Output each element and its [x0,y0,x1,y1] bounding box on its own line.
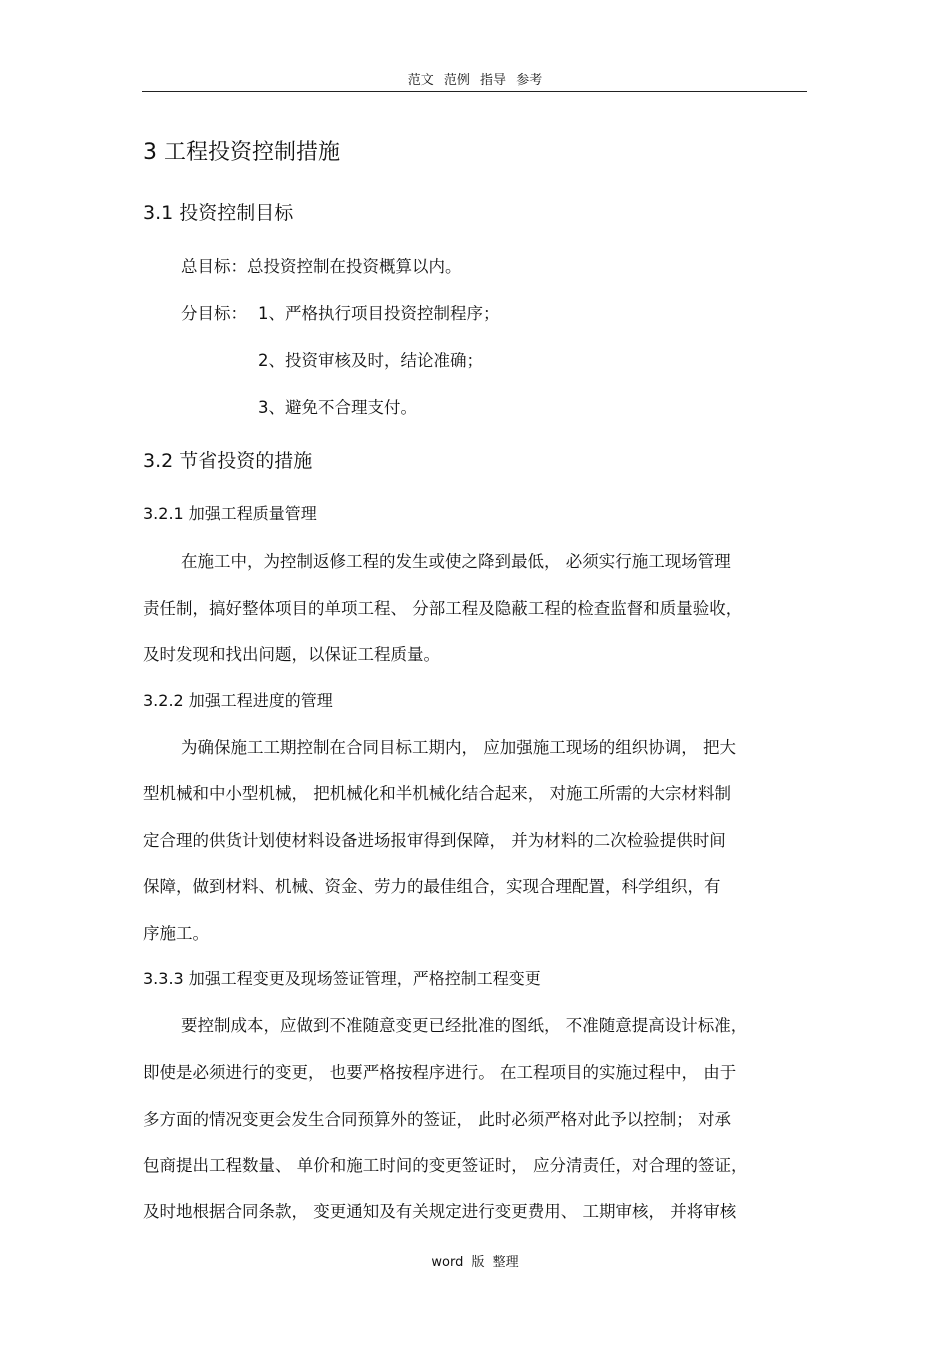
header-divider [142,91,807,92]
sub-goal-item: 3、避免不合理支付。 [258,398,417,417]
page-header: 范文 范例 指导 参考 [407,73,543,88]
section-3-title: 3 工程投资控制措施 [143,140,340,165]
sub-goal-prefix: 分目标： [181,304,247,323]
paragraph-line: 包商提出工程数量、 单价和施工时间的变更签证时， 应分清责任，对合理的签证， [143,1156,748,1175]
paragraph-line: 多方面的情况变更会发生合同预算外的签证， 此时必须严格对此予以控制； 对承 [143,1110,731,1129]
paragraph-line: 序施工。 [143,924,209,943]
paragraph-line: 在施工中，为控制返修工程的发生或使之降到最低， 必须实行施工现场管理 [181,552,731,571]
paragraph-line: 及时发现和找出问题，以保证工程质量。 [143,645,440,664]
paragraph-line: 即使是必须进行的变更， 也要严格按程序进行。 在工程项目的实施过程中， 由于 [143,1063,737,1082]
paragraph-line: 保障，做到材料、机械、资金、劳力的最佳组合，实现合理配置，科学组织，有 [143,877,721,896]
section-3-1-title: 3.1 投资控制目标 [143,202,294,224]
section-3-2-2-title: 3.2.2 加强工程进度的管理 [143,691,333,710]
paragraph-line: 型机械和中小型机械， 把机械化和半机械化结合起来， 对施工所需的大宗材料制 [143,784,731,803]
sub-goal-item: 1、严格执行项目投资控制程序； [258,304,500,323]
paragraph-line: 及时地根据合同条款， 变更通知及有关规定进行变更费用、 工期审核， 并将审核 [143,1202,737,1221]
sub-goal-item: 2、投资审核及时，结论准确； [258,351,483,370]
section-3-2-1-title: 3.2.1 加强工程质量管理 [143,504,317,523]
paragraph-line: 要控制成本，应做到不准随意变更已经批准的图纸， 不准随意提高设计标准， [181,1016,748,1035]
total-goal: 总目标：总投资控制在投资概算以内。 [181,257,462,276]
section-3-3-3-title: 3.3.3 加强工程变更及现场签证管理，严格控制工程变更 [143,969,541,988]
section-3-2-title: 3.2 节省投资的措施 [143,450,313,472]
page-footer: word 版 整理 [431,1255,519,1270]
paragraph-line: 定合理的供货计划使材料设备进场报审得到保障， 并为材料的二次检验提供时间 [143,831,726,850]
paragraph-line: 为确保施工工期控制在合同目标工期内， 应加强施工现场的组织协调， 把大 [181,738,736,757]
paragraph-line: 责任制，搞好整体项目的单项工程、 分部工程及隐蔽工程的检查监督和质量验收， [143,599,743,618]
